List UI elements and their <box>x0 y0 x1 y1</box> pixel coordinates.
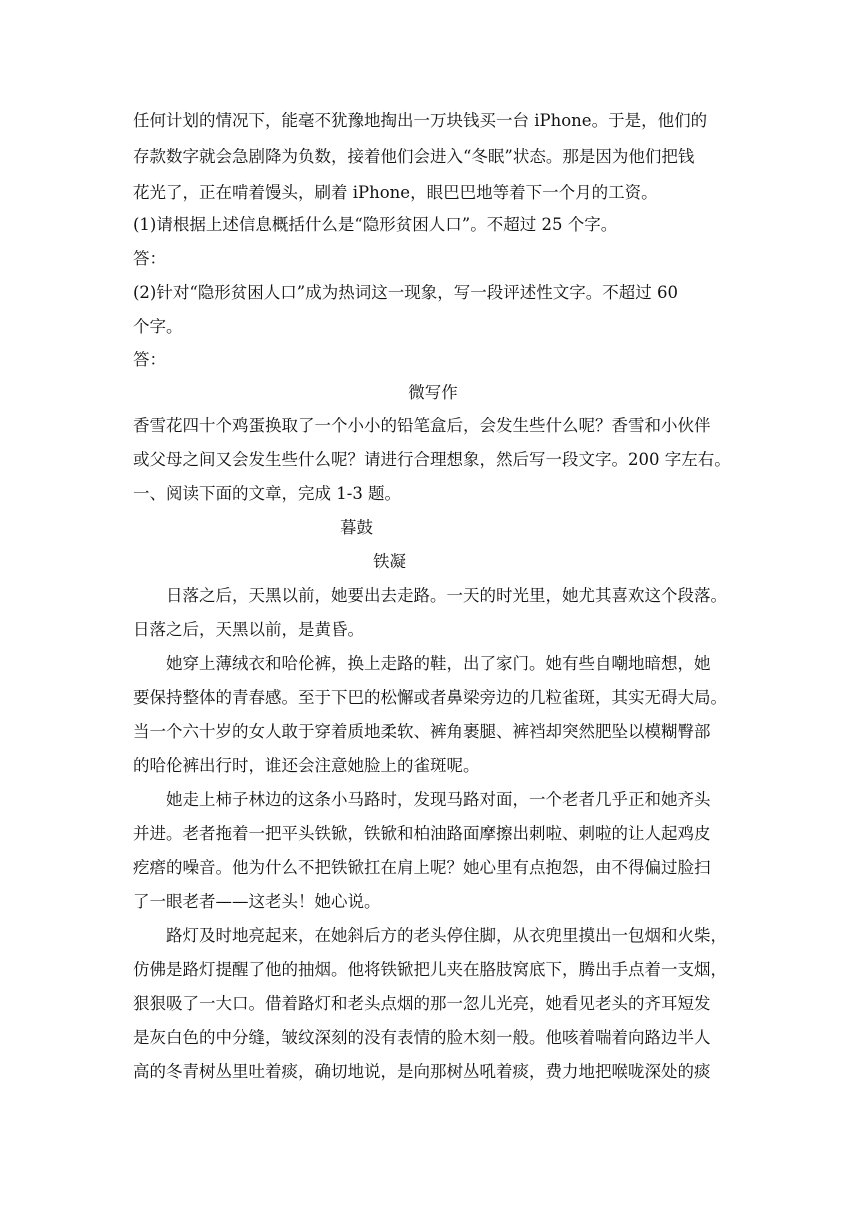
paragraph-line: 她穿上薄绒衣和哈伦裤，换上走路的鞋，出了家门。她有些自嘲地暗想，她 <box>166 654 711 673</box>
paragraph-line: 仿佛是路灯提醒了他的抽烟。他将铁锨把儿夹在胳肢窝底下，腾出手点着一支烟， <box>133 960 727 979</box>
section-instruction: 一、阅读下面的文章，完成 1-3 题。 <box>133 484 402 503</box>
paragraph-line: 高的冬青树丛里吐着痰，确切地说，是向那树丛吼着痰，费力地把喉咙深处的痰 <box>133 1062 711 1081</box>
text-line: 存款数字就会急剧降为负数，接着他们会进入“冬眠”状态。那是因为他们把钱 <box>133 147 695 166</box>
text-line: 任何计划的情况下，能毫不犹豫地掏出一万块钱买一台 iPhone。于是，他们的 <box>133 111 708 130</box>
paragraph-line: 狠狠吸了一大口。借着路灯和老头点烟的那一忽儿光亮，她看见老头的齐耳短发 <box>133 994 711 1013</box>
article-author: 铁凝 <box>373 552 406 571</box>
answer-label: 答： <box>133 350 166 369</box>
question-1: (1)请根据上述信息概括什么是“隐形贫困人口”。不超过 25 个字。 <box>133 215 618 234</box>
paragraph-line: 是灰白色的中分缝，皱纹深刻的没有表情的脸木刻一般。他咳着喘着向路边半人 <box>133 1028 711 1047</box>
paragraph-line: 疙瘩的噪音。他为什么不把铁锨扛在肩上呢？她心里有点抱怨，由不得偏过脸扫 <box>133 858 711 877</box>
text-line: 花光了，正在啃着馒头，刷着 iPhone，眼巴巴地等着下一个月的工资。 <box>133 183 658 202</box>
text-line: 香雪花四十个鸡蛋换取了一个小小的铅笔盒后，会发生些什么呢？香雪和小伙伴 <box>133 416 711 435</box>
paragraph-line: 日落之后，天黑以前，是黄昏。 <box>133 620 364 639</box>
answer-label: 答： <box>133 249 166 268</box>
question-2: (2)针对“隐形贫困人口”成为热词这一现象，写一段评述性文字。不超过 60 <box>133 283 678 302</box>
paragraph-line: 她走上柿子林边的这条小马路时，发现马路对面，一个老者几乎正和她齐头 <box>166 790 711 809</box>
paragraph-line: 的哈伦裤出行时，谁还会注意她脸上的雀斑呢。 <box>133 756 480 775</box>
paragraph-line: 当一个六十岁的女人敢于穿着质地柔软、裤角裹腿、裤裆却突然肥坠以模糊臀部 <box>133 722 711 741</box>
question-2-cont: 个字。 <box>133 317 183 336</box>
section-heading: 微写作 <box>408 383 458 402</box>
paragraph-line: 路灯及时地亮起来，在她斜后方的老头停住脚，从衣兜里摸出一包烟和火柴， <box>166 926 727 945</box>
text-line: 或父母之间又会发生些什么呢？请进行合理想象，然后写一段文字。200 字左右。 <box>133 450 731 469</box>
paragraph-line: 了一眼老者——这老头！她心说。 <box>133 892 381 911</box>
paragraph-line: 并进。老者拖着一把平头铁锨，铁锨和柏油路面摩擦出刺啦、刺啦的让人起鸡皮 <box>133 824 711 843</box>
paragraph-line: 日落之后，天黑以前，她要出去走路。一天的时光里，她尤其喜欢这个段落。 <box>166 586 727 605</box>
article-title: 暮鼓 <box>340 518 373 537</box>
paragraph-line: 要保持整体的青春感。至于下巴的松懈或者鼻梁旁边的几粒雀斑，其实无碍大局。 <box>133 688 727 707</box>
